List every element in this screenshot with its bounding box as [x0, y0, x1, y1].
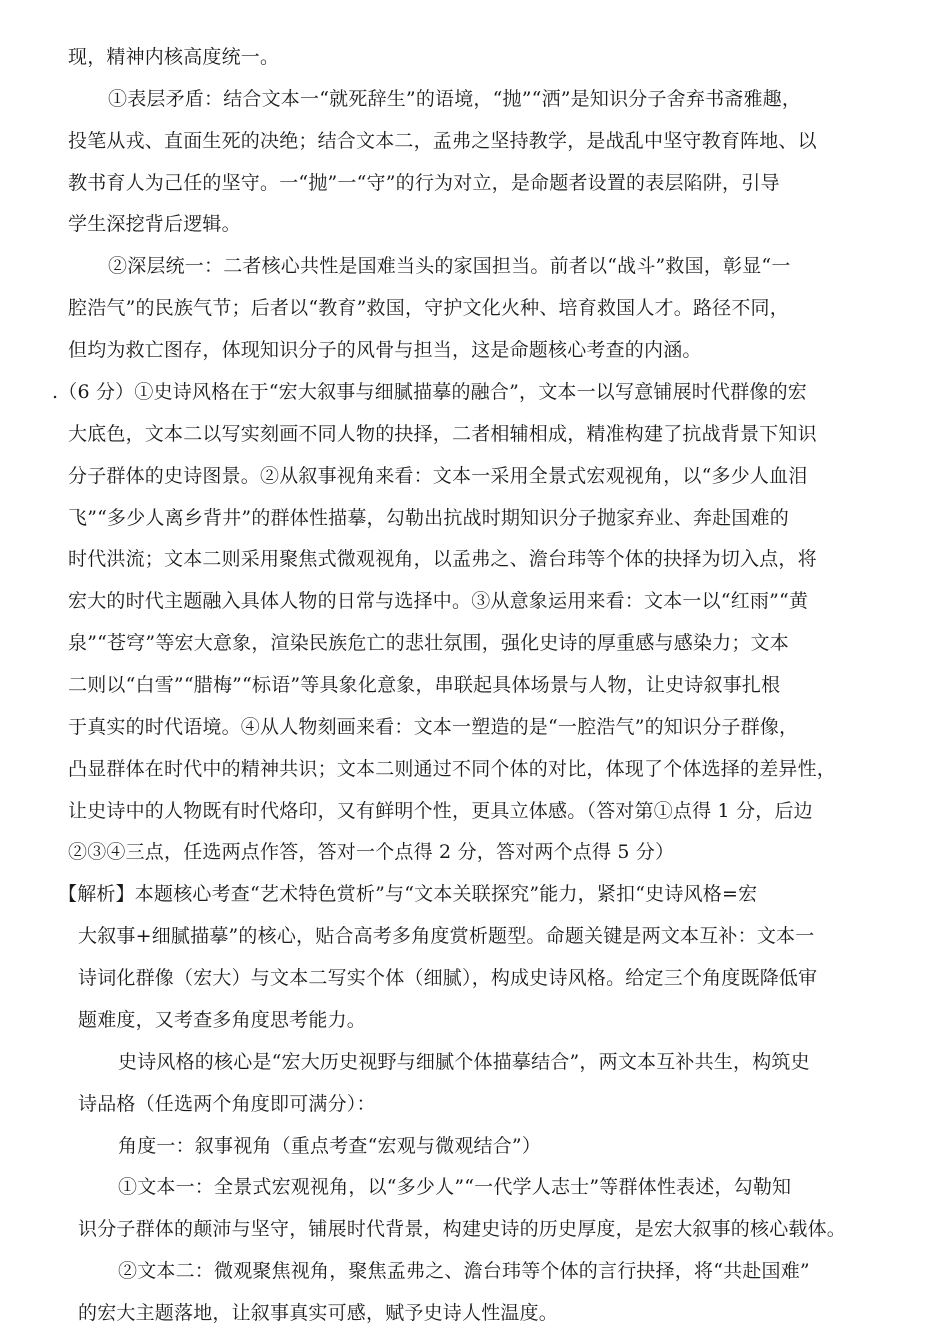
text-line-1: 现，精神内核高度统一。: [68, 46, 280, 68]
text-line-3: 投笔从戎、直面生死的决绝；结合文本二，孟弗之坚持教学，是战乱中坚守教育阵地、以: [68, 130, 817, 152]
text-line-5: 学生深挖背后逻辑。: [68, 213, 241, 235]
text-line-19: 让史诗中的人物既有时代烙印，又有鲜明个性，更具立体感。（答对第①点得 1 分，后边: [68, 800, 813, 822]
text-line-29: 识分子群体的颠沛与坚守，铺展时代背景，构建史诗的历史厚度，是宏大叙事的核心载体。: [78, 1218, 847, 1240]
text-line-8: 但均为救亡图存，体现知识分子的风骨与担当，这是命题核心考查的内涵。: [68, 339, 702, 361]
text-line-18: 凸显群体在时代中的精神共识；文本二则通过不同个体的对比，体现了个体选择的差异性，: [68, 758, 837, 780]
text-line-7: 腔浩气”的民族气节；后者以“教育”救国，守护文化火种、培育救国人才。路径不同，: [68, 297, 789, 319]
text-line-6: ②深层统一：二者核心共性是国难当头的家国担当。前者以“战斗”救国，彰显“一: [108, 255, 791, 277]
text-line-25: 史诗风格的核心是“宏大历史视野与细腻个体描摹结合”，两文本互补共生，构筑史: [118, 1051, 810, 1073]
text-line-16: 二则以“白雪”“腊梅”“标语”等具象化意象，串联起具体场景与人物，让史诗叙事扎根: [68, 674, 781, 696]
text-line-22: 大叙事+细腻描摹”的核心，贴合高考多角度赏析题型。命题关键是两文本互补：文本一: [78, 925, 815, 947]
text-line-31: 的宏大主题落地，让叙事真实可感，赋予史诗人性温度。: [78, 1302, 559, 1324]
text-line-28: ①文本一：全景式宏观视角，以“多少人”“一代学人志士”等群体性表述，勾勒知: [118, 1176, 792, 1198]
text-line-12: 飞”“多少人离乡背井”的群体性描摹，勾勒出抗战时期知识分子抛家弃业、奔赴国难的: [68, 507, 789, 529]
angle-one-heading: 角度一：叙事视角（重点考查“宏观与微观结合”）: [118, 1135, 542, 1157]
text-line-4: 教书育人为己任的坚守。一“抛”一“守”的行为对立，是命题者设置的表层陷阱，引导: [68, 172, 780, 194]
text-line-17: 于真实的时代语境。④从人物刻画来看：文本一塑造的是“一腔浩气”的知识分子群像，: [68, 716, 799, 738]
analysis-heading-line: 【解析】本题核心考查“艺术特色赏析”与“文本关联探究”能力，紧扣“史诗风格=宏: [58, 883, 758, 905]
text-line-30: ②文本二：微观聚焦视角，聚焦孟弗之、澹台玮等个体的言行抉择，将“共赴国难”: [118, 1260, 810, 1282]
text-line-2: ①表层矛盾：结合文本一“就死辞生”的语境，“抛”“洒”是知识分子舍弃书斋雅趣，: [108, 88, 802, 110]
text-line-13: 时代洪流；文本二则采用聚焦式微观视角，以孟弗之、澹台玮等个体的抉择为切入点，将: [68, 548, 817, 570]
text-line-26: 诗品格（任选两个角度即可满分）：: [78, 1093, 376, 1115]
text-line-24: 题难度，又考查多角度思考能力。: [78, 1009, 367, 1031]
text-line-11: 分子群体的史诗图景。②从叙事视角来看：文本一采用全景式宏观视角，以“多少人血泪: [68, 465, 808, 487]
text-line-14: 宏大的时代主题融入具体人物的日常与选择中。③从意象运用来看：文本一以“红雨”“黄: [68, 590, 809, 612]
text-line-9: .（6 分）①史诗风格在于“宏大叙事与细腻描摹的融合”，文本一以写意铺展时代群像的宏: [52, 381, 807, 403]
text-line-10: 大底色，文本二以写实刻画不同人物的抉择，二者相辅相成，精准构建了抗战背景下知识: [68, 423, 817, 445]
text-line-23: 诗词化群像（宏大）与文本二写实个体（细腻），构成史诗风格。给定三个角度既降低审: [78, 967, 818, 989]
text-line-15: 泉”“苍穹”等宏大意象，渲染民族危亡的悲壮氛围，强化史诗的厚重感与感染力；文本: [68, 632, 789, 654]
text-line-20: ②③④三点，任选两点作答，答对一个点得 2 分，答对两个点得 5 分）: [68, 841, 675, 863]
